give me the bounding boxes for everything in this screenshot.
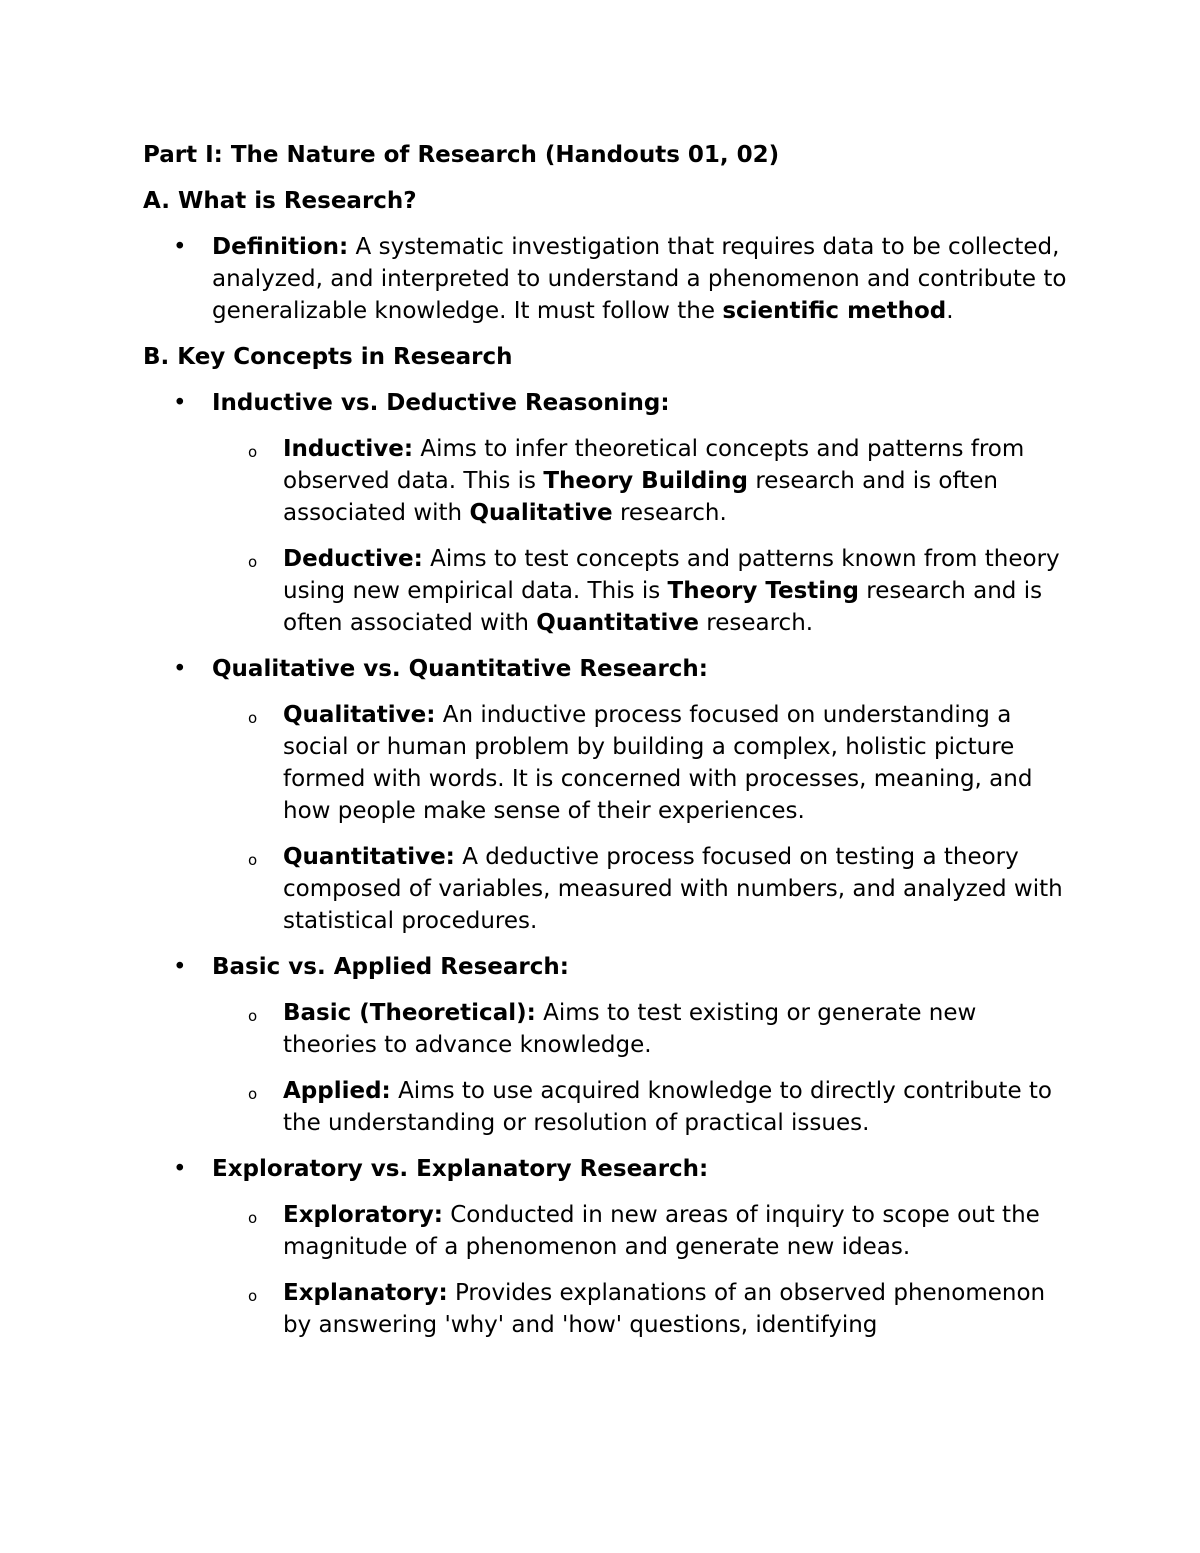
topic-basic-applied bbox=[143, 951, 1073, 1139]
sub-item-applied bbox=[212, 1075, 1073, 1139]
definition-text: A systematic investigation that requires data to be collected, analyzed, and interpreted to understand a phenomenon and contribute to generalizable knowledge. It must follow the bbox=[212, 234, 1067, 324]
sub-item-text: Aims to use acquired knowledge to directly contribute to the understanding or resolution of practical issues. bbox=[283, 1078, 1052, 1136]
sub-list bbox=[212, 433, 1073, 639]
bullet-icon: • bbox=[173, 390, 187, 416]
circle-bullet-icon: o bbox=[248, 1007, 258, 1025]
sub-item-bold: Theory Testing bbox=[667, 578, 859, 604]
sub-item-text: Aims to test existing or generate new theories to advance knowledge. bbox=[283, 1000, 977, 1058]
sub-list bbox=[212, 1199, 1073, 1341]
circle-bullet-icon: o bbox=[248, 1085, 258, 1103]
sub-item-basic bbox=[212, 997, 1073, 1061]
sub-item-text: A deductive process focused on testing a theory composed of variables, measured with numbers, and analyzed with statistical procedures. bbox=[283, 844, 1063, 934]
topic-title: Qualitative vs. Quantitative Research: bbox=[212, 656, 708, 682]
sub-item-bold: Qualitative bbox=[469, 500, 613, 526]
sub-item-label: Quantitative: bbox=[283, 844, 455, 870]
sub-item-label: Explanatory: bbox=[283, 1280, 448, 1306]
sub-list bbox=[212, 997, 1073, 1139]
section-b-list bbox=[143, 387, 1073, 1341]
topic-title: Basic vs. Applied Research: bbox=[212, 954, 569, 980]
sub-item-qualitative bbox=[212, 699, 1073, 827]
definition-label: Definition: bbox=[212, 234, 349, 260]
topic-title: Exploratory vs. Explanatory Research: bbox=[212, 1156, 709, 1182]
sub-item-inductive bbox=[212, 433, 1073, 529]
sub-item-text: Provides explanations of an observed phenomenon by answering 'why' and 'how' questions, identifying bbox=[283, 1280, 1046, 1338]
part-title: Part I: The Nature of Research (Handouts 01, 02) bbox=[143, 142, 780, 168]
circle-bullet-icon: o bbox=[248, 851, 258, 869]
circle-bullet-icon: o bbox=[248, 1209, 258, 1227]
sub-item-text: An inductive process focused on understanding a social or human problem by building a complex, holistic picture formed with words. It is concerned with processes, meaning, and how people make sense of their experiences. bbox=[283, 702, 1033, 824]
topic-qualitative-quantitative bbox=[143, 653, 1073, 937]
section-b-heading: B. Key Concepts in Research bbox=[143, 344, 513, 370]
bullet-icon: • bbox=[173, 1156, 187, 1182]
sub-item-quantitative bbox=[212, 841, 1073, 937]
topic-inductive-deductive bbox=[143, 387, 1073, 639]
definition-item bbox=[143, 231, 1073, 327]
sub-item-label: Qualitative: bbox=[283, 702, 436, 728]
circle-bullet-icon: o bbox=[248, 709, 258, 727]
sub-item-text: research. bbox=[698, 610, 814, 636]
circle-bullet-icon: o bbox=[248, 553, 258, 571]
sub-item-label: Inductive: bbox=[283, 436, 414, 462]
sub-item-label: Deductive: bbox=[283, 546, 423, 572]
sub-item-deductive bbox=[212, 543, 1073, 639]
definition-end: . bbox=[946, 298, 954, 324]
sub-item-bold: Quantitative bbox=[536, 610, 699, 636]
sub-item-text: Conducted in new areas of inquiry to scope out the magnitude of a phenomenon and generate new ideas. bbox=[283, 1202, 1040, 1260]
sub-item-label: Basic (Theoretical): bbox=[283, 1000, 536, 1026]
sub-item-label: Exploratory: bbox=[283, 1202, 443, 1228]
circle-bullet-icon: o bbox=[248, 443, 258, 461]
sub-item-text: research and is often associated with bbox=[283, 468, 998, 526]
sub-item-text: research. bbox=[612, 500, 727, 526]
sub-item-label: Applied: bbox=[283, 1078, 391, 1104]
bullet-icon: • bbox=[173, 954, 187, 980]
definition-bold-term: scientific method bbox=[722, 298, 947, 324]
sub-item-bold: Theory Building bbox=[543, 468, 749, 494]
sub-item-text: Aims to infer theoretical concepts and patterns from observed data. This is bbox=[283, 436, 1025, 494]
sub-list bbox=[212, 699, 1073, 937]
section-a-heading: A. What is Research? bbox=[143, 188, 417, 214]
document-page bbox=[143, 139, 1073, 1355]
sub-item-explanatory bbox=[212, 1277, 1073, 1341]
sub-item-text: research and is often associated with bbox=[283, 578, 1043, 636]
topic-title: Inductive vs. Deductive Reasoning: bbox=[212, 390, 670, 416]
circle-bullet-icon: o bbox=[248, 1287, 258, 1305]
sub-item-exploratory bbox=[212, 1199, 1073, 1263]
sub-item-text: Aims to test concepts and patterns known from theory using new empirical data. This is bbox=[283, 546, 1060, 604]
topic-exploratory-explanatory bbox=[143, 1153, 1073, 1341]
section-a-list bbox=[143, 231, 1073, 327]
bullet-icon: • bbox=[173, 656, 187, 682]
bullet-icon: • bbox=[173, 234, 187, 260]
